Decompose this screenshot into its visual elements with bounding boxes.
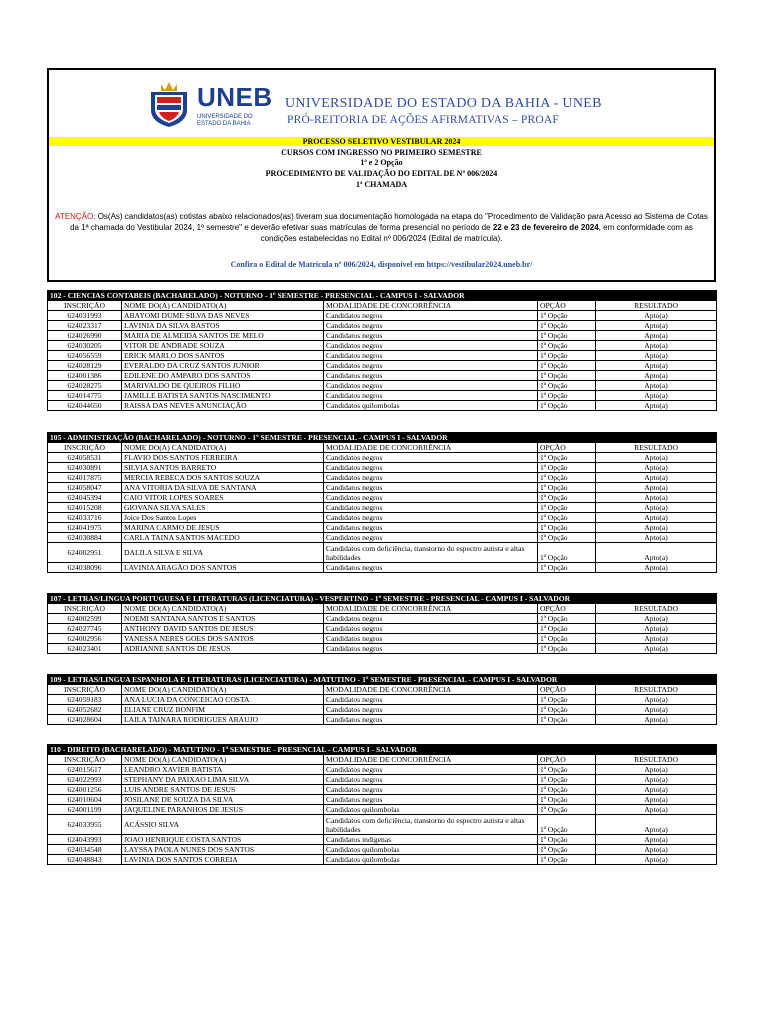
uneb-wordmark: UNEB <box>197 82 273 112</box>
inscricao-cell: 624034548 <box>48 845 122 855</box>
column-header-opcao: OPÇÃO <box>538 755 596 765</box>
opcao-cell: 1ª Opção <box>538 634 596 644</box>
column-header-resultado: RESULTADO <box>596 604 717 614</box>
column-header-nome: NOME DO(A) CANDIDATO(A) <box>122 301 324 311</box>
modalidade-cell: Candidatos com deficiência, transtorno do espectro autista e altas habilidades <box>324 543 538 563</box>
crest-icon <box>147 80 191 128</box>
nome-cell: Joice Dos Santos Lopes <box>122 513 324 523</box>
course-title: 109 - LETRAS/LINGUA ESPANHOLA E LITERATURAS (LICENCIATURA) - MATUTINO - 1º SEMESTRE - PRESENCIAL - CAMPUS I - SALVADOR <box>48 675 717 685</box>
modalidade-cell: Candidatos negros <box>324 351 538 361</box>
modalidade-cell: Candidatos quilombolas <box>324 805 538 815</box>
resultado-cell: Apto(a) <box>596 855 717 865</box>
modalidade-cell: Candidatos negros <box>324 634 538 644</box>
inscricao-cell: 624033955 <box>48 815 122 835</box>
column-header-row <box>48 755 717 765</box>
table-row <box>48 614 717 624</box>
opcao-cell: 1ª Opção <box>538 775 596 785</box>
inscricao-cell: 624030891 <box>48 463 122 473</box>
inscricao-cell: 624028604 <box>48 715 122 725</box>
resultado-cell: Apto(a) <box>596 351 717 361</box>
resultado-cell: Apto(a) <box>596 695 717 705</box>
table-row <box>48 634 717 644</box>
column-header-opcao: OPÇÃO <box>538 301 596 311</box>
procedimento-line: PROCEDIMENTO DE VALIDAÇÃO DO EDITAL DE Nº 006/2024 <box>265 169 498 178</box>
modalidade-cell: Candidatos negros <box>324 533 538 543</box>
opcao-cell: 1ª Opção <box>538 401 596 411</box>
nome-cell: SILVIA SANTOS BARRETO <box>122 463 324 473</box>
nome-cell: ERICK MARLO DOS SANTOS <box>122 351 324 361</box>
column-header-modalidade: MODALIDADE DE CONCORRÊNCIA <box>324 443 538 453</box>
inscricao-cell: 624028129 <box>48 361 122 371</box>
resultado-cell: Apto(a) <box>596 795 717 805</box>
column-header-row <box>48 604 717 614</box>
table-row <box>48 775 717 785</box>
atencao-notice <box>53 211 710 244</box>
university-title: UNIVERSIDADE DO ESTADO DA BAHIA - UNEB <box>285 96 602 111</box>
nome-cell: EDILENE DO AMPARO DOS SANTOS <box>122 371 324 381</box>
course-title: 102 - CIENCIAS CONTABEIS (BACHARELADO) - NOTURNO - 1º SEMESTRE - PRESENCIAL - CAMPUS I - SALVADOR <box>48 291 717 301</box>
nome-cell: MERCIA REBECA DOS SANTOS SOUZA <box>122 473 324 483</box>
modalidade-cell: Candidatos negros <box>324 695 538 705</box>
opcao-cell: 1ª Opção <box>538 381 596 391</box>
inscricao-cell: 624048843 <box>48 855 122 865</box>
nome-cell: ADRIANNE SANTOS DE JESUS <box>122 644 324 654</box>
modalidade-cell: Candidatos negros <box>324 795 538 805</box>
table-row <box>48 523 717 533</box>
opcao-cell: 1ª Opção <box>538 311 596 321</box>
opcao-cell: 1ª Opção <box>538 543 596 563</box>
proreitoria-title: PRÓ-REITORIA DE AÇÕES AFIRMATIVAS – PROAF <box>287 114 560 126</box>
resultado-cell: Apto(a) <box>596 805 717 815</box>
resultado-cell: Apto(a) <box>596 321 717 331</box>
opcao-cell: 1ª Opção <box>538 815 596 835</box>
resultado-cell: Apto(a) <box>596 371 717 381</box>
nome-cell: JOAO HENRIQUE COSTA SANTOS <box>122 835 324 845</box>
resultado-cell: Apto(a) <box>596 341 717 351</box>
inscricao-cell: 624030884 <box>48 533 122 543</box>
modalidade-cell: Candidatos negros <box>324 473 538 483</box>
column-header-modalidade: MODALIDADE DE CONCORRÊNCIA <box>324 604 538 614</box>
column-header-inscricao: INSCRIÇÃO <box>48 301 122 311</box>
header-box <box>47 68 716 282</box>
column-header-inscricao: INSCRIÇÃO <box>48 604 122 614</box>
inscricao-cell: 624026990 <box>48 331 122 341</box>
modalidade-cell: Candidatos quilombolas <box>324 401 538 411</box>
table-row <box>48 341 717 351</box>
resultado-cell: Apto(a) <box>596 523 717 533</box>
inscricao-cell: 624022993 <box>48 775 122 785</box>
nome-cell: JAQUELINE PARANHOS DE JESUS <box>122 805 324 815</box>
resultado-cell: Apto(a) <box>596 835 717 845</box>
nome-cell: MARIA DE ALMEIDA SANTOS DE MELO <box>122 331 324 341</box>
resultado-cell: Apto(a) <box>596 483 717 493</box>
resultado-cell: Apto(a) <box>596 634 717 644</box>
column-header-resultado: RESULTADO <box>596 443 717 453</box>
opcao-cell: 1ª Opção <box>538 765 596 775</box>
table-row <box>48 815 717 835</box>
nome-cell: JAMILLE BATISTA SANTOS NASCIMENTO <box>122 391 324 401</box>
column-header-resultado: RESULTADO <box>596 685 717 695</box>
table-row <box>48 805 717 815</box>
column-header-modalidade: MODALIDADE DE CONCORRÊNCIA <box>324 685 538 695</box>
uneb-subtitle: UNIVERSIDADE DO ESTADO DA BAHIA <box>197 114 253 127</box>
opcao-cell: 1ª Opção <box>538 715 596 725</box>
resultado-cell: Apto(a) <box>596 331 717 341</box>
inscricao-cell: 624001386 <box>48 371 122 381</box>
table-row <box>48 543 717 563</box>
resultado-cell: Apto(a) <box>596 391 717 401</box>
opcao-cell: 1ª Opção <box>538 371 596 381</box>
course-table <box>47 744 717 865</box>
modalidade-cell: Candidatos negros <box>324 371 538 381</box>
table-row <box>48 503 717 513</box>
table-row <box>48 371 717 381</box>
inscricao-cell: 624002956 <box>48 634 122 644</box>
table-row <box>48 835 717 845</box>
column-header-row <box>48 685 717 695</box>
table-row <box>48 381 717 391</box>
inscricao-cell: 624001199 <box>48 805 122 815</box>
inscricao-cell: 624041975 <box>48 523 122 533</box>
modalidade-cell: Candidatos negros <box>324 785 538 795</box>
resultado-cell: Apto(a) <box>596 563 717 573</box>
inscricao-cell: 624001256 <box>48 785 122 795</box>
course-table <box>47 290 717 411</box>
resultado-cell: Apto(a) <box>596 624 717 634</box>
table-row <box>48 311 717 321</box>
table-row <box>48 795 717 805</box>
nome-cell: LAVINIA DOS SANTOS CORREIA <box>122 855 324 865</box>
modalidade-cell: Candidatos quilombolas <box>324 855 538 865</box>
opcao-cell: 1ª Opção <box>538 624 596 634</box>
atencao-text-2: , em conformidade com as condições estabelecidas no Edital nº 006/2024 (Edital de matrícula). <box>260 223 693 243</box>
course-table <box>47 432 717 573</box>
table-row <box>48 765 717 775</box>
table-row <box>48 351 717 361</box>
nome-cell: LAILA TAINARA RODRIGUES ARAUJO <box>122 715 324 725</box>
opcao-cell: 1ª Opção <box>538 483 596 493</box>
modalidade-cell: Candidatos quilombolas <box>324 845 538 855</box>
opcao-cell: 1ª Opção <box>538 331 596 341</box>
resultado-cell: Apto(a) <box>596 361 717 371</box>
nome-cell: CAIO VITOR LOPES SOARES <box>122 493 324 503</box>
column-header-inscricao: INSCRIÇÃO <box>48 685 122 695</box>
processo-title: PROCESSO SELETIVO VESTIBULAR 2024 <box>302 137 461 146</box>
atencao-text-1: Os(As) candidatos(as) cotistas abaixo relacionados(as) tiveram sua documentação homologada na etapa do "Procedimento de Validação para Acesso ao Sistema de Cotas da 1ª chamada do Vestibular 2024, 1º semestre" e deverão efetivar suas matrículas de forma presencial no período de <box>70 212 708 232</box>
opcao-cell: 1ª Opção <box>538 855 596 865</box>
opcao-cell: 1ª Opção <box>538 795 596 805</box>
resultado-cell: Apto(a) <box>596 401 717 411</box>
inscricao-cell: 624015208 <box>48 503 122 513</box>
inscricao-cell: 624043993 <box>48 835 122 845</box>
opcao-cell: 1ª Opção <box>538 835 596 845</box>
nome-cell: EVERALDO DA CRUZ SANTOS JUNIOR <box>122 361 324 371</box>
column-header-row <box>48 301 717 311</box>
opcao-cell: 1ª Opção <box>538 503 596 513</box>
table-row <box>48 331 717 341</box>
resultado-cell: Apto(a) <box>596 513 717 523</box>
resultado-cell: Apto(a) <box>596 775 717 785</box>
table-row <box>48 473 717 483</box>
nome-cell: ANTHONY DAVID SANTOS DE JESUS <box>122 624 324 634</box>
resultado-cell: Apto(a) <box>596 845 717 855</box>
opcao-cell: 1ª Opção <box>538 705 596 715</box>
table-row <box>48 845 717 855</box>
column-header-modalidade: MODALIDADE DE CONCORRÊNCIA <box>324 755 538 765</box>
table-row <box>48 361 717 371</box>
nome-cell: LAVINIA DA SILVA BASTOS <box>122 321 324 331</box>
opcao-cell: 1ª Opção <box>538 533 596 543</box>
column-header-nome: NOME DO(A) CANDIDATO(A) <box>122 604 324 614</box>
table-row <box>48 563 717 573</box>
inscricao-cell: 624028275 <box>48 381 122 391</box>
column-header-row <box>48 443 717 453</box>
inscricao-cell: 624058047 <box>48 483 122 493</box>
column-header-resultado: RESULTADO <box>596 755 717 765</box>
modalidade-cell: Candidatos negros <box>324 381 538 391</box>
opcao-cell: 1ª Opção <box>538 695 596 705</box>
resultado-cell: Apto(a) <box>596 493 717 503</box>
resultado-cell: Apto(a) <box>596 503 717 513</box>
inscricao-cell: 624044650 <box>48 401 122 411</box>
table-row <box>48 391 717 401</box>
table-row <box>48 483 717 493</box>
resultado-cell: Apto(a) <box>596 473 717 483</box>
nome-cell: VANESSA NERES GOES DOS SANTOS <box>122 634 324 644</box>
inscricao-cell: 624017875 <box>48 473 122 483</box>
column-header-resultado: RESULTADO <box>596 301 717 311</box>
inscricao-cell: 624033716 <box>48 513 122 523</box>
table-row <box>48 463 717 473</box>
nome-cell: FLAVIO DOS SANTOS FERREIRA <box>122 453 324 463</box>
table-row <box>48 453 717 463</box>
table-row <box>48 695 717 705</box>
opcao-cell: 1ª Opção <box>538 321 596 331</box>
course-title: 110 - DIREITO (BACHARELADO) - MATUTINO - 1º SEMESTRE - PRESENCIAL - CAMPUS I - SALVADOR <box>48 745 717 755</box>
resultado-cell: Apto(a) <box>596 765 717 775</box>
modalidade-cell: Candidatos negros <box>324 453 538 463</box>
opcao-cell: 1ª Opção <box>538 513 596 523</box>
opcao-cell: 1ª Opção <box>538 563 596 573</box>
edital-link-notice[interactable]: Confira o Edital de Matrícula nº 006/2024, disponível em https://vestibular2024.uneb.br/ <box>230 260 533 269</box>
table-row <box>48 533 717 543</box>
course-table <box>47 674 717 725</box>
opcao-cell: 1ª Opção <box>538 361 596 371</box>
nome-cell: STEPHANY DA PAIXAO LIMA SILVA <box>122 775 324 785</box>
cursos-line: CURSOS COM INGRESSO NO PRIMEIRO SEMESTRE <box>281 148 482 157</box>
table-row <box>48 705 717 715</box>
column-header-nome: NOME DO(A) CANDIDATO(A) <box>122 443 324 453</box>
column-header-modalidade: MODALIDADE DE CONCORRÊNCIA <box>324 301 538 311</box>
nome-cell: LEANDRO XAVIER BATISTA <box>122 765 324 775</box>
resultado-cell: Apto(a) <box>596 614 717 624</box>
table-row <box>48 785 717 795</box>
nome-cell: MARINA CARMO DE JESUS <box>122 523 324 533</box>
resultado-cell: Apto(a) <box>596 705 717 715</box>
inscricao-cell: 624002599 <box>48 614 122 624</box>
inscricao-cell: 624052682 <box>48 705 122 715</box>
course-title: 107 - LETRAS/LINGUA PORTUGUESA E LITERATURAS (LICENCIATURA) - VESPERTINO - 1º SEMESTRE - PRESENCIAL - CAMPUS I - SALVADOR <box>48 594 717 604</box>
modalidade-cell: Candidatos negros <box>324 765 538 775</box>
inscricao-cell: 624038096 <box>48 563 122 573</box>
modalidade-cell: Candidatos negros <box>324 775 538 785</box>
opcao-cell: 1ª Opção <box>538 805 596 815</box>
modalidade-cell: Candidatos indígenas <box>324 835 538 845</box>
nome-cell: ABAYOMI DUME SILVA DAS NEVES <box>122 311 324 321</box>
nome-cell: RAISSA DAS NEVES ANUNCIAÇÃO <box>122 401 324 411</box>
modalidade-cell: Candidatos negros <box>324 331 538 341</box>
modalidade-cell: Candidatos negros <box>324 513 538 523</box>
resultado-cell: Apto(a) <box>596 815 717 835</box>
course-title: 105 - ADMINISTRAÇÃO (BACHARELADO) - NOTURNO - 1º SEMESTRE - PRESENCIAL - CAMPUS I - SALVADOR <box>48 433 717 443</box>
resultado-cell: Apto(a) <box>596 644 717 654</box>
opcao-cell: 1ª Opção <box>538 493 596 503</box>
nome-cell: VITOR DE ANDRADE SOUZA <box>122 341 324 351</box>
inscricao-cell: 624058531 <box>48 453 122 463</box>
resultado-cell: Apto(a) <box>596 543 717 563</box>
inscricao-cell: 624002951 <box>48 543 122 563</box>
column-header-nome: NOME DO(A) CANDIDATO(A) <box>122 685 324 695</box>
nome-cell: ANA LUCIA DA CONCEICAO COSTA <box>122 695 324 705</box>
nome-cell: GIOVANA SILVA SALES <box>122 503 324 513</box>
nome-cell: LUIS ANDRE SANTOS DE JESUS <box>122 785 324 795</box>
nome-cell: LAVINIA ARAGÃO DOS SANTOS <box>122 563 324 573</box>
modalidade-cell: Candidatos negros <box>324 321 538 331</box>
opcao-cell: 1ª Opção <box>538 351 596 361</box>
modalidade-cell: Candidatos negros <box>324 523 538 533</box>
opcao-cell: 1ª Opção <box>538 845 596 855</box>
inscricao-cell: 624014775 <box>48 391 122 401</box>
atencao-dates: 22 e 23 de fevereiro de 2024 <box>492 223 599 232</box>
table-row <box>48 624 717 634</box>
table-row <box>48 493 717 503</box>
modalidade-cell: Candidatos negros <box>324 463 538 473</box>
modalidade-cell: Candidatos negros <box>324 715 538 725</box>
nome-cell: NOEMI SANTANA SANTOS E SANTOS <box>122 614 324 624</box>
opcao-cell: 1ª Opção <box>538 463 596 473</box>
course-table <box>47 593 717 654</box>
modalidade-cell: Candidatos negros <box>324 705 538 715</box>
opcao-cell: 1ª Opção <box>538 453 596 463</box>
nome-cell: ELIANE CRUZ BONFIM <box>122 705 324 715</box>
inscricao-cell: 624023317 <box>48 321 122 331</box>
table-row <box>48 644 717 654</box>
table-row <box>48 321 717 331</box>
table-row <box>48 715 717 725</box>
modalidade-cell: Candidatos negros <box>324 361 538 371</box>
inscricao-cell: 624030205 <box>48 341 122 351</box>
modalidade-cell: Candidatos negros <box>324 563 538 573</box>
resultado-cell: Apto(a) <box>596 715 717 725</box>
chamada-line: 1ª CHAMADA <box>355 180 408 189</box>
uneb-logo <box>147 80 307 138</box>
opcao-cell: 1ª Opção <box>538 614 596 624</box>
nome-cell: LAYSSA PAOLA NUNES DOS SANTOS <box>122 845 324 855</box>
modalidade-cell: Candidatos negros <box>324 483 538 493</box>
inscricao-cell: 624023401 <box>48 644 122 654</box>
column-header-inscricao: INSCRIÇÃO <box>48 755 122 765</box>
resultado-cell: Apto(a) <box>596 785 717 795</box>
opcao-cell: 1ª Opção <box>538 473 596 483</box>
modalidade-cell: Candidatos negros <box>324 311 538 321</box>
opcao-line: 1ª e 2 Opção <box>360 158 403 167</box>
modalidade-cell: Candidatos negros <box>324 493 538 503</box>
opcao-cell: 1ª Opção <box>538 644 596 654</box>
inscricao-cell: 624031993 <box>48 311 122 321</box>
inscricao-cell: 624027745 <box>48 624 122 634</box>
resultado-cell: Apto(a) <box>596 311 717 321</box>
atencao-label: ATENÇÃO: <box>55 212 96 221</box>
modalidade-cell: Candidatos com deficiência, transtorno do espectro autista e altas habilidades <box>324 815 538 835</box>
modalidade-cell: Candidatos negros <box>324 624 538 634</box>
resultado-cell: Apto(a) <box>596 381 717 391</box>
modalidade-cell: Candidatos negros <box>324 503 538 513</box>
nome-cell: ACÁSSIO SILVA <box>122 815 324 835</box>
nome-cell: JOSILANE DE SOUZA DA SILVA <box>122 795 324 805</box>
opcao-cell: 1ª Opção <box>538 391 596 401</box>
inscricao-cell: 624056559 <box>48 351 122 361</box>
opcao-cell: 1ª Opção <box>538 341 596 351</box>
modalidade-cell: Candidatos negros <box>324 341 538 351</box>
modalidade-cell: Candidatos negros <box>324 391 538 401</box>
inscricao-cell: 624045394 <box>48 493 122 503</box>
resultado-cell: Apto(a) <box>596 453 717 463</box>
column-header-opcao: OPÇÃO <box>538 685 596 695</box>
nome-cell: CARLA TAINA SANTOS MACEDO <box>122 533 324 543</box>
table-row <box>48 855 717 865</box>
resultado-cell: Apto(a) <box>596 533 717 543</box>
inscricao-cell: 624010604 <box>48 795 122 805</box>
modalidade-cell: Candidatos negros <box>324 614 538 624</box>
column-header-inscricao: INSCRIÇÃO <box>48 443 122 453</box>
column-header-opcao: OPÇÃO <box>538 604 596 614</box>
table-row <box>48 401 717 411</box>
document-page <box>47 68 716 282</box>
inscricao-cell: 624059183 <box>48 695 122 705</box>
opcao-cell: 1ª Opção <box>538 523 596 533</box>
table-row <box>48 513 717 523</box>
nome-cell: MARIVALDO DE QUEIROS FILHO <box>122 381 324 391</box>
inscricao-cell: 624015617 <box>48 765 122 775</box>
modalidade-cell: Candidatos negros <box>324 644 538 654</box>
opcao-cell: 1ª Opção <box>538 785 596 795</box>
resultado-cell: Apto(a) <box>596 463 717 473</box>
column-header-opcao: OPÇÃO <box>538 443 596 453</box>
nome-cell: DALILA SILVA E SILVA <box>122 543 324 563</box>
column-header-nome: NOME DO(A) CANDIDATO(A) <box>122 755 324 765</box>
nome-cell: ANA VITORIA DA SILVA DE SANTANA <box>122 483 324 493</box>
